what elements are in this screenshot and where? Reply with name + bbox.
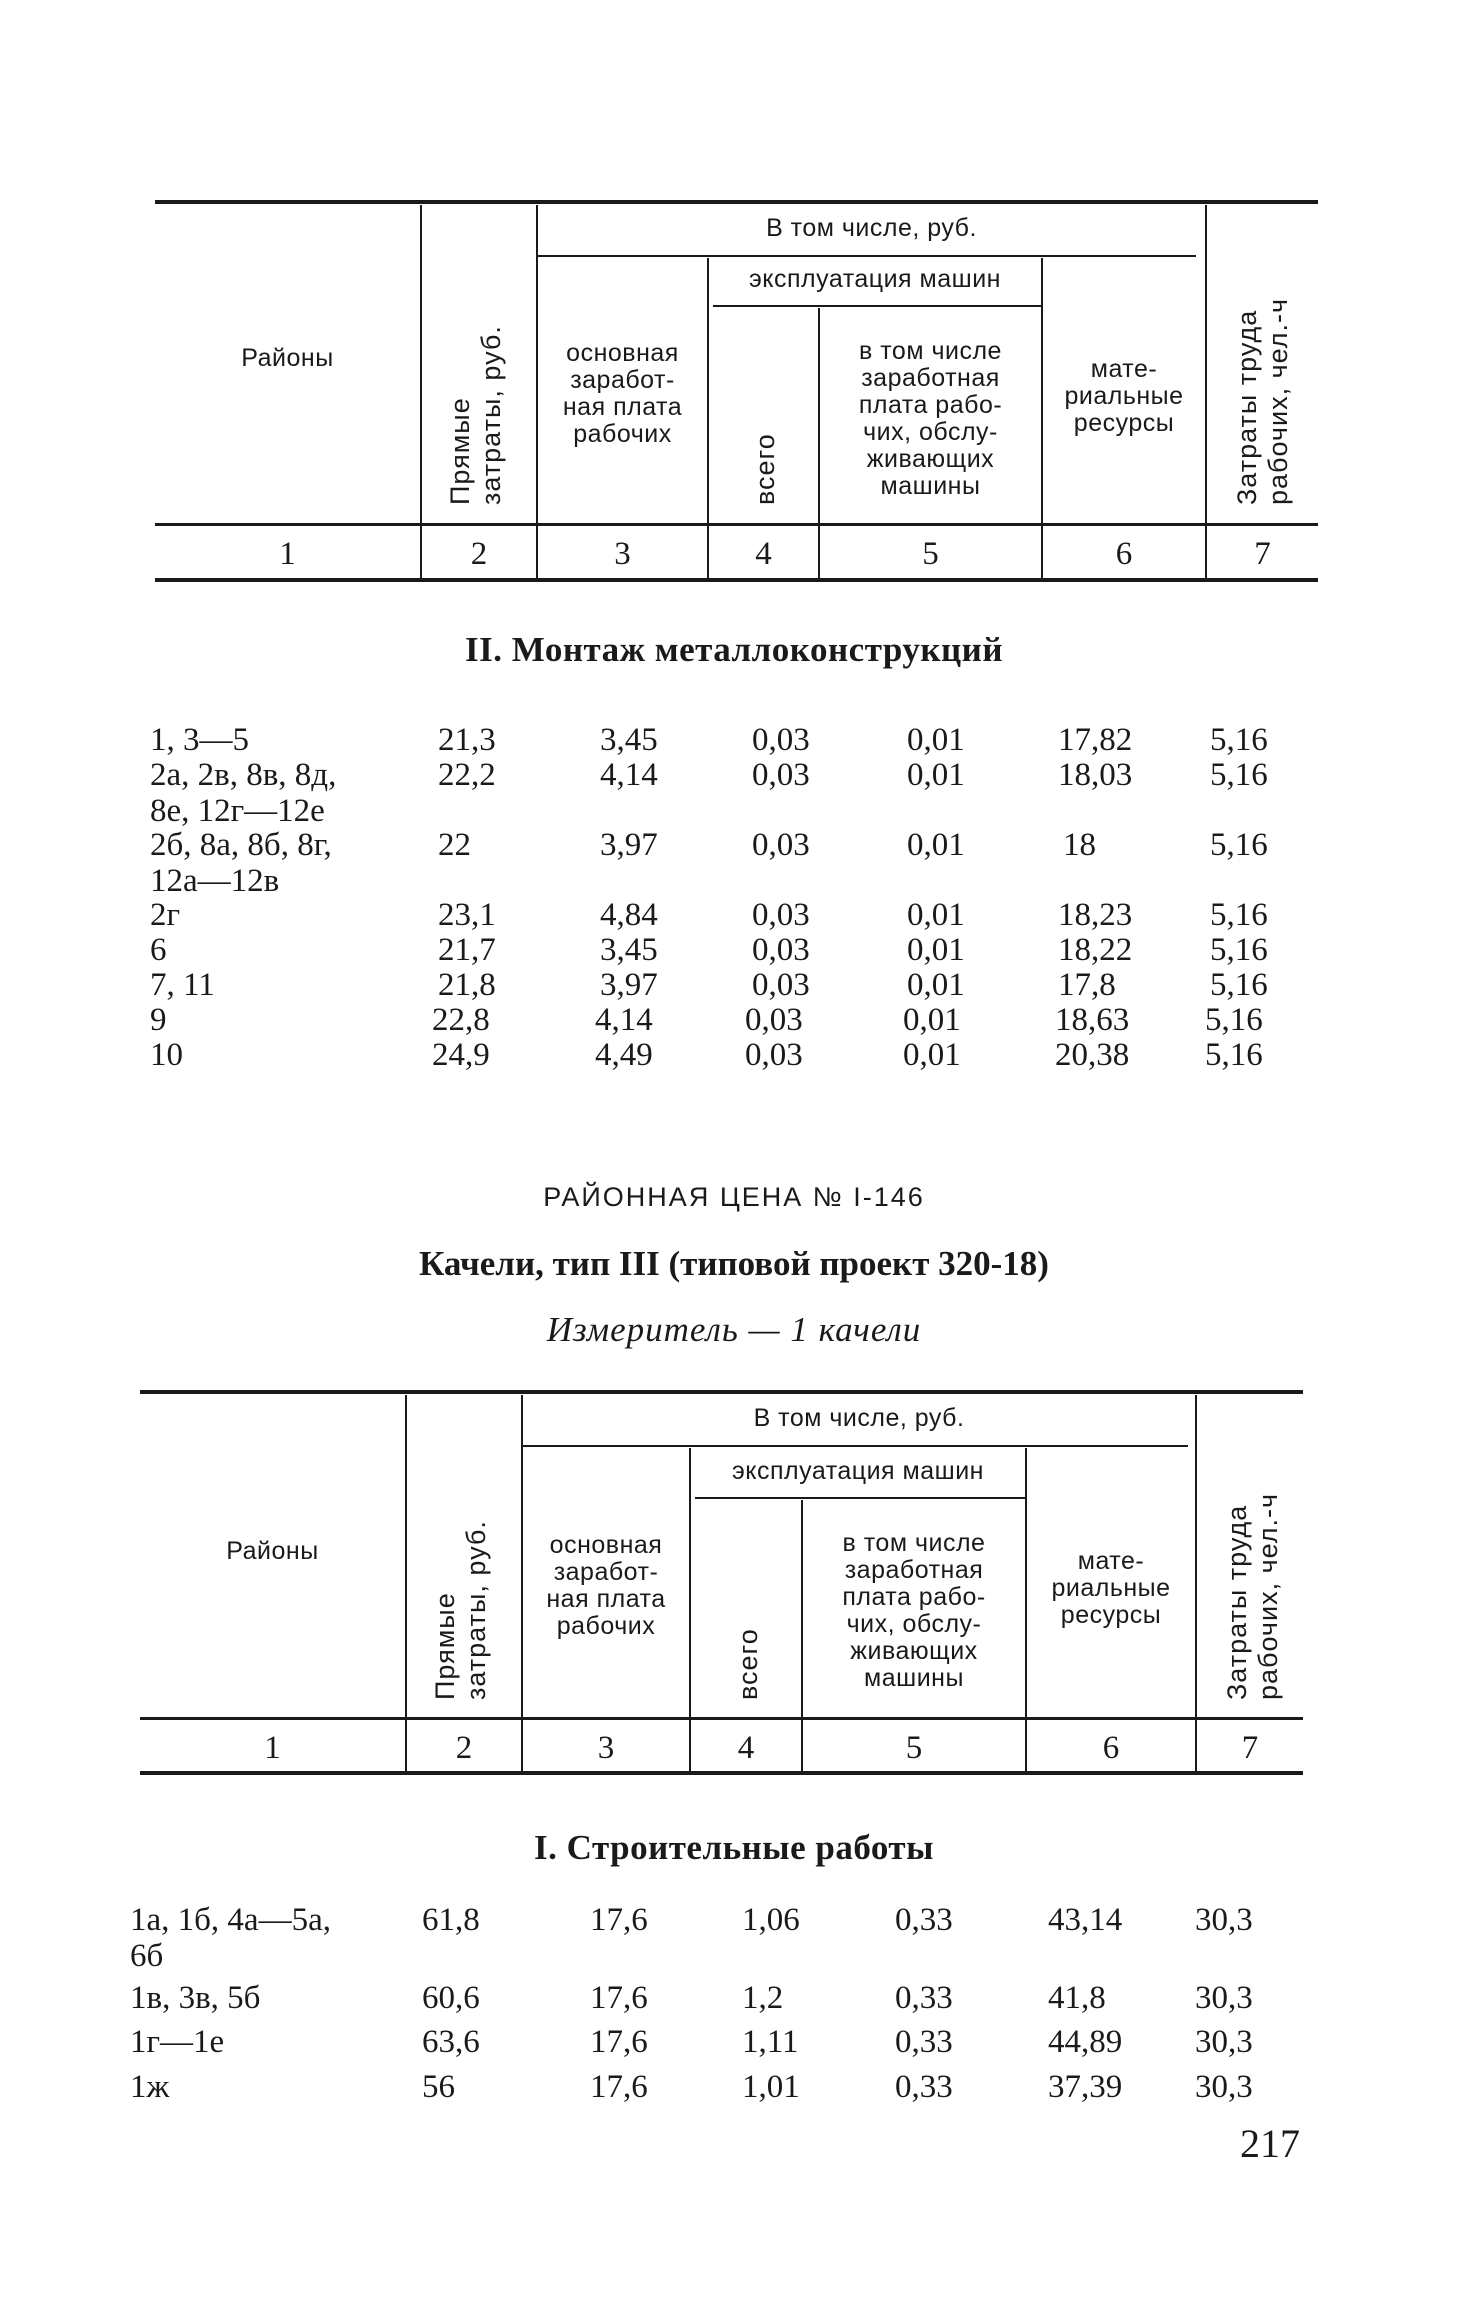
divider — [1205, 205, 1207, 578]
header-labor-costs: Затраты труда рабочих, чел.-ч — [1232, 297, 1293, 505]
region-cell: 1в, 3в, 5б — [130, 1980, 261, 2016]
page-number: 217 — [1240, 2121, 1300, 2166]
value-cell: 5,16 — [1210, 722, 1268, 758]
value-cell: 30,3 — [1195, 1980, 1253, 2016]
divider — [1195, 1395, 1197, 1771]
divider — [538, 255, 1196, 257]
value-cell: 17,6 — [590, 1980, 648, 2016]
header-regions: Районы — [241, 344, 334, 372]
header-number: 3 — [597, 1730, 615, 1766]
header-number: 3 — [614, 536, 631, 572]
value-cell: 18,22 — [1058, 932, 1133, 968]
value-cell: 21,3 — [438, 722, 496, 758]
header-machines-group: эксплуатация машин — [749, 265, 1001, 293]
header-wages: основная заработ- ная плата рабочих — [562, 339, 683, 448]
value-cell: 1,06 — [742, 1902, 800, 1938]
value-cell: 37,39 — [1048, 2069, 1123, 2105]
header-machines-total: всего — [733, 1628, 763, 1700]
divider — [713, 305, 1041, 307]
value-cell: 23,1 — [438, 897, 496, 933]
value-cell: 61,8 — [422, 1902, 480, 1938]
value-cell: 5,16 — [1210, 757, 1268, 793]
header-machines-wages: в том числе заработная плата рабо- чих, обслу- живающих машины — [858, 337, 1003, 500]
value-cell: 5,16 — [1205, 1002, 1263, 1038]
value-cell: 20,38 — [1055, 1037, 1130, 1073]
divider — [155, 200, 1318, 204]
divider — [420, 205, 422, 578]
header-regions: Районы — [226, 1537, 319, 1565]
header-number: 6 — [1102, 1730, 1120, 1766]
measure-unit: Измеритель — 1 качели — [546, 1310, 922, 1349]
value-cell: 0,03 — [752, 932, 810, 968]
divider — [523, 1445, 1188, 1447]
value-cell: 0,33 — [895, 1902, 953, 1938]
value-cell: 18,63 — [1055, 1002, 1130, 1038]
value-cell: 5,16 — [1210, 932, 1268, 968]
region-cell: 1а, 1б, 4а—5а, 6б — [130, 1902, 331, 1974]
divider — [155, 523, 1318, 526]
value-cell: 1,11 — [742, 2024, 799, 2060]
header-number: 2 — [455, 1730, 473, 1766]
value-cell: 4,49 — [595, 1037, 653, 1073]
value-cell: 1,01 — [742, 2069, 800, 2105]
header-number: 7 — [1241, 1730, 1259, 1766]
header-number: 2 — [470, 536, 488, 572]
value-cell: 3,45 — [600, 722, 658, 758]
value-cell: 3,97 — [600, 827, 658, 863]
value-cell: 4,14 — [600, 757, 658, 793]
header-number: 5 — [905, 1730, 923, 1766]
value-cell: 0,03 — [752, 757, 810, 793]
region-cell: 6 — [150, 932, 167, 968]
divider — [405, 1395, 407, 1771]
value-cell: 24,9 — [432, 1037, 490, 1073]
value-cell: 0,01 — [903, 1002, 961, 1038]
value-cell: 0,03 — [752, 897, 810, 933]
header-number: 5 — [922, 536, 939, 572]
value-cell: 17,6 — [590, 2069, 648, 2105]
value-cell: 17,6 — [590, 2024, 648, 2060]
value-cell: 41,8 — [1048, 1980, 1106, 2016]
header-machines-total: всего — [750, 433, 780, 505]
region-cell: 9 — [150, 1002, 167, 1038]
value-cell: 0,03 — [745, 1037, 803, 1073]
value-cell: 3,45 — [600, 932, 658, 968]
region-cell: 7, 11 — [150, 967, 215, 1003]
divider — [689, 1448, 691, 1771]
divider — [140, 1717, 1303, 1720]
header-number: 4 — [755, 536, 772, 572]
value-cell: 0,01 — [907, 757, 965, 793]
value-cell: 43,14 — [1048, 1902, 1123, 1938]
header-direct-costs: Прямые затраты, руб. — [445, 325, 506, 505]
header-incl-group: В том числе, руб. — [753, 1404, 965, 1432]
divider — [695, 1497, 1025, 1499]
divider — [140, 1771, 1303, 1775]
value-cell: 17,8 — [1058, 967, 1116, 1003]
value-cell: 60,6 — [422, 1980, 480, 2016]
value-cell: 56 — [422, 2069, 455, 2105]
region-cell: 1ж — [130, 2069, 170, 2105]
value-cell: 5,16 — [1210, 897, 1268, 933]
value-cell: 22 — [438, 827, 471, 863]
value-cell: 30,3 — [1195, 2069, 1253, 2105]
value-cell: 30,3 — [1195, 1902, 1253, 1938]
value-cell: 0,03 — [752, 967, 810, 1003]
header-direct-costs: Прямые затраты, руб. — [430, 1520, 491, 1700]
value-cell: 5,16 — [1205, 1037, 1263, 1073]
value-cell: 0,01 — [907, 932, 965, 968]
value-cell: 0,03 — [752, 827, 810, 863]
header-number: 4 — [737, 1730, 755, 1766]
value-cell: 18,03 — [1058, 757, 1133, 793]
value-cell: 3,97 — [600, 967, 658, 1003]
value-cell: 0,01 — [907, 897, 965, 933]
divider — [707, 258, 709, 578]
value-cell: 0,01 — [907, 722, 965, 758]
item-title: Качели, тип III (типовой проект 320-18) — [419, 1244, 1049, 1283]
value-cell: 18 — [1063, 827, 1096, 863]
region-cell: 2б, 8а, 8б, 8г, 12а—12в — [150, 827, 332, 899]
value-cell: 0,01 — [907, 827, 965, 863]
divider — [140, 1390, 1303, 1394]
value-cell: 5,16 — [1210, 967, 1268, 1003]
region-cell: 10 — [150, 1037, 183, 1073]
header-number: 1 — [279, 536, 296, 572]
header-machines-group: эксплуатация машин — [732, 1457, 984, 1485]
region-cell: 1, 3—5 — [150, 722, 249, 758]
region-cell: 2а, 2в, 8в, 8д, 8е, 12г—12е — [150, 757, 337, 829]
section-title: I. Строительные работы — [534, 1828, 934, 1867]
section-title: II. Монтаж металлоконструкций — [465, 630, 1003, 669]
header-wages: основная заработ- ная плата рабочих — [546, 1531, 666, 1640]
header-machines-wages: в том числе заработная плата рабо- чих, обслу- живающих машины — [842, 1529, 986, 1692]
value-cell: 22,2 — [438, 757, 496, 793]
value-cell: 21,7 — [438, 932, 496, 968]
value-cell: 0,33 — [895, 1980, 953, 2016]
header-number: 1 — [264, 1730, 281, 1766]
header-number: 6 — [1115, 536, 1133, 572]
value-cell: 44,89 — [1048, 2024, 1123, 2060]
value-cell: 22,8 — [432, 1002, 490, 1038]
header-number: 7 — [1254, 536, 1271, 572]
region-cell: 2г — [150, 897, 181, 933]
value-cell: 0,03 — [752, 722, 810, 758]
value-cell: 5,16 — [1210, 827, 1268, 863]
value-cell: 4,84 — [600, 897, 658, 933]
value-cell: 0,03 — [745, 1002, 803, 1038]
header-incl-group: В том числе, руб. — [766, 214, 977, 242]
price-heading: РАЙОННАЯ ЦЕНА № I-146 — [543, 1182, 925, 1212]
header-materials: мате- риальные ресурсы — [1051, 1547, 1171, 1629]
value-cell: 0,01 — [907, 967, 965, 1003]
value-cell: 0,01 — [903, 1037, 961, 1073]
region-cell: 1г—1е — [130, 2024, 225, 2060]
value-cell: 17,6 — [590, 1902, 648, 1938]
value-cell: 21,8 — [438, 967, 496, 1003]
header-labor-costs: Затраты труда рабочих, чел.-ч — [1222, 1492, 1283, 1700]
value-cell: 30,3 — [1195, 2024, 1253, 2060]
header-materials: мате- риальные ресурсы — [1064, 355, 1184, 437]
value-cell: 4,14 — [595, 1002, 653, 1038]
value-cell: 18,23 — [1058, 897, 1133, 933]
value-cell: 1,2 — [742, 1980, 784, 2016]
value-cell: 0,33 — [895, 2069, 953, 2105]
value-cell: 63,6 — [422, 2024, 480, 2060]
divider — [155, 578, 1318, 582]
value-cell: 17,82 — [1058, 722, 1133, 758]
value-cell: 0,33 — [895, 2024, 953, 2060]
